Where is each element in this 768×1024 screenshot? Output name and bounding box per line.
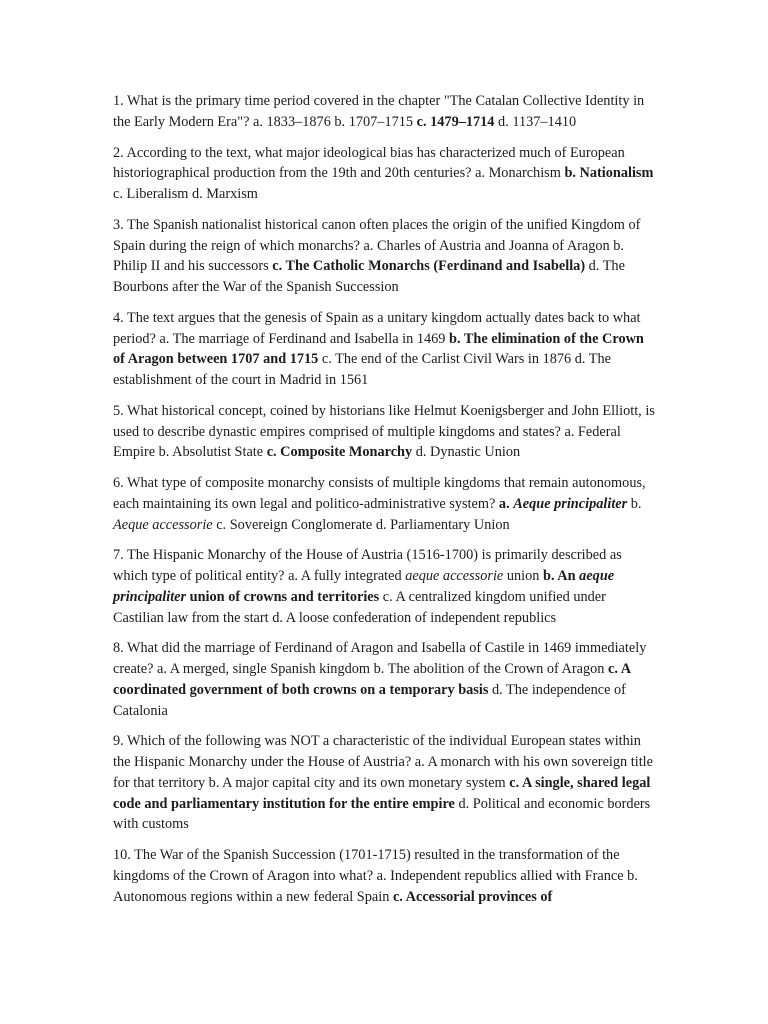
question-text: c. Sovereign Conglomerate d. Parliamentary Union bbox=[212, 516, 510, 533]
correct-answer: a. bbox=[498, 495, 514, 512]
question-8 bbox=[113, 638, 658, 721]
correct-answer: b. Nationalism bbox=[564, 165, 654, 182]
question-text: d. The Bourbons after the War of the Spanish Succession bbox=[113, 258, 625, 295]
question-text: 9. Which of the following was NOT a characteristic of the individual European states within the Hispanic Monarchy under the House of Austria? a. A monarch with his own sovereign title for that territory b. A major capital city and its own monetary system bbox=[113, 733, 653, 791]
question-term: aeque accessorie bbox=[405, 568, 504, 585]
document-page bbox=[113, 91, 658, 917]
question-9 bbox=[113, 731, 658, 835]
question-term: Aeque accessorie bbox=[113, 516, 213, 533]
correct-answer: aeque principaliter bbox=[113, 568, 615, 605]
question-text: d. 1137–1410 bbox=[494, 113, 577, 130]
question-text: 1. What is the primary time period covered in the chapter "The Catalan Collective Identity in the Early Modern Era"? a. 1833–1876 b. 1707–1715 bbox=[113, 93, 645, 130]
question-3 bbox=[113, 215, 658, 298]
question-6 bbox=[113, 473, 658, 535]
question-text: union bbox=[503, 568, 543, 585]
correct-answer: b. An bbox=[543, 568, 580, 585]
question-text: d. The independence of Catalonia bbox=[113, 681, 626, 719]
question-text: 4. The text argues that the genesis of Spain as a unitary kingdom actually dates back to what period? a. The marriage of Ferdinand and Isabella in 1469 bbox=[113, 309, 641, 347]
question-10 bbox=[113, 845, 658, 907]
question-text: d. Dynastic Union bbox=[412, 444, 521, 461]
question-text: 5. What historical concept, coined by historians like Helmut Koenigsberger and John Elliott, is used to describe dynastic empires comprised of multiple kingdoms and states? a. Federal Empire b. Absolutist State bbox=[113, 402, 655, 461]
question-text: c. Liberalism d. Marxism bbox=[113, 186, 258, 202]
correct-answer: c. 1479–1714 bbox=[416, 113, 495, 130]
question-text: 10. The War of the Spanish Succession (1701-1715) resulted in the transformation of the kingdoms of the Crown of Aragon into what? a. Independent republics allied with France b. Autonomous regions within a new federal Spain bbox=[113, 847, 638, 905]
correct-answer: b. The elimination of the Crown of Aragon between 1707 and 1715 bbox=[113, 330, 644, 368]
question-4 bbox=[113, 308, 658, 391]
question-5 bbox=[113, 401, 658, 463]
correct-answer: union of crowns and territories bbox=[186, 588, 380, 605]
correct-answer: c. Accessorial provinces of bbox=[392, 888, 553, 905]
question-text: c. The end of the Carlist Civil Wars in 1876 d. The establishment of the court in Madrid in 1561 bbox=[113, 351, 612, 388]
correct-answer: c. A single, shared legal code and parliamentary institution for the entire empire bbox=[113, 774, 651, 812]
question-text: d. Political and economic borders with customs bbox=[113, 795, 651, 833]
question-text: 6. What type of composite monarchy consists of multiple kingdoms that remain autonomous, each maintaining its own legal and politico-administrative system? bbox=[113, 475, 646, 512]
correct-answer: c. A coordinated government of both crowns on a temporary basis bbox=[113, 661, 631, 698]
question-text: 7. The Hispanic Monarchy of the House of Austria (1516-1700) is primarily described as which type of political entity? a. A fully integrated bbox=[113, 547, 622, 585]
question-text: 2. According to the text, what major ideological bias has characterized much of European historiographical production from the 19th and 20th centuries? a. Monarchism bbox=[113, 144, 625, 182]
question-text: c. A centralized kingdom unified under Castilian law from the start d. A loose confederation of independent republics bbox=[113, 588, 606, 626]
question-text: 3. The Spanish nationalist historical canon often places the origin of the unified Kingdom of Spain during the reign of which monarchs? a. Charles of Austria and Joanna of Aragon b. Philip II and his successors bbox=[113, 216, 641, 275]
correct-answer: Aeque principaliter bbox=[513, 495, 628, 512]
question-1 bbox=[113, 91, 658, 132]
question-7 bbox=[113, 545, 658, 628]
correct-answer: c. Composite Monarchy bbox=[266, 444, 413, 461]
correct-answer: c. The Catholic Monarchs (Ferdinand and Isabella) bbox=[272, 258, 586, 275]
question-2 bbox=[113, 143, 658, 205]
question-text: 8. What did the marriage of Ferdinand of Aragon and Isabella of Castile in 1469 immediately create? a. A merged, single Spanish kingdom b. The abolition of the Crown of Aragon bbox=[113, 640, 647, 678]
question-text: b. bbox=[627, 495, 642, 512]
